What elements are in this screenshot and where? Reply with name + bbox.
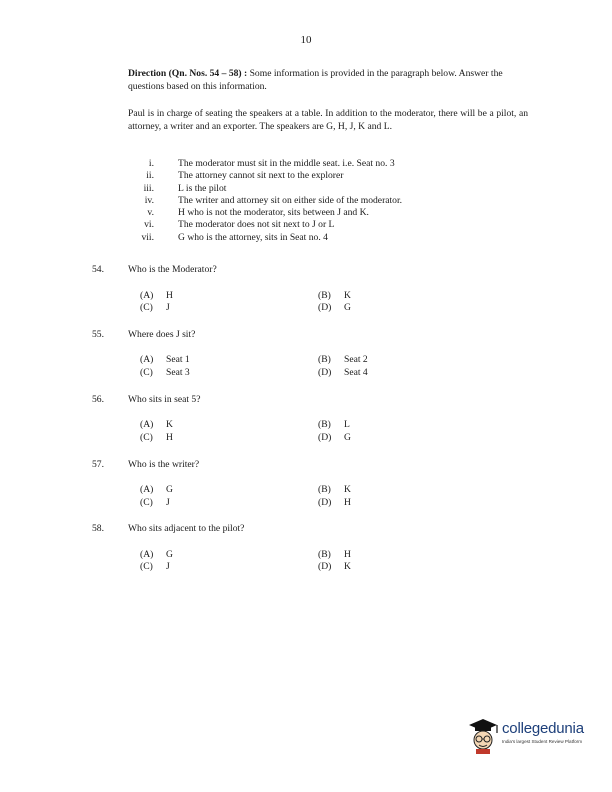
option-label: (D) — [318, 432, 332, 443]
option-value: J — [166, 497, 170, 508]
option-value: G — [344, 302, 351, 313]
rule-number: iv. — [144, 194, 154, 206]
option-label: (B) — [318, 484, 331, 495]
rule-text: L is the pilot — [178, 182, 227, 194]
option-label: (D) — [318, 367, 332, 378]
option-c[interactable] — [140, 497, 170, 508]
option-label: (B) — [318, 419, 331, 430]
option-label: (D) — [318, 497, 332, 508]
option-b[interactable] — [318, 290, 351, 301]
direction-heading: Direction (Qn. Nos. 54 – 58) : — [128, 68, 248, 79]
option-a[interactable] — [140, 290, 173, 301]
option-value: K — [166, 419, 173, 430]
option-label: (B) — [318, 549, 331, 560]
option-a[interactable] — [140, 354, 190, 365]
option-value: H — [344, 497, 351, 508]
option-value: Seat 3 — [166, 367, 190, 378]
question-number: 54. — [92, 264, 104, 275]
option-value: K — [344, 561, 351, 572]
option-a[interactable] — [140, 419, 173, 430]
question-number: 58. — [92, 523, 104, 534]
option-value: G — [166, 549, 173, 560]
option-b[interactable] — [318, 484, 351, 495]
option-value: G — [166, 484, 173, 495]
question-number: 55. — [92, 329, 104, 340]
direction-text — [128, 68, 528, 93]
logo-tagline: India's largest Student Review Platform — [502, 739, 583, 744]
mascot-icon — [466, 716, 500, 754]
option-label: (A) — [140, 549, 154, 560]
option-value: Seat 2 — [344, 354, 368, 365]
option-b[interactable] — [318, 419, 350, 430]
option-c[interactable] — [140, 561, 170, 572]
option-label: (C) — [140, 367, 153, 378]
option-a[interactable] — [140, 549, 173, 560]
option-value: Seat 4 — [344, 367, 368, 378]
rule-text: H who is not the moderator, sits between J and K. — [178, 207, 369, 219]
option-c[interactable] — [140, 302, 170, 313]
question-58 — [0, 523, 612, 537]
rule-number: iii. — [143, 182, 154, 194]
rule-number: i. — [148, 158, 154, 169]
option-value: L — [344, 419, 350, 430]
passage-paragraph: Paul is in charge of seating the speakers at a table. In addition to the moderator, there will be a pilot, an attorney, a writer and an exporter. The speakers are G, H, J, K and L. — [128, 108, 528, 132]
question-55 — [0, 329, 612, 343]
option-c[interactable] — [140, 432, 173, 443]
rule-text: G who is the attorney, sits in Seat no. 4 — [178, 231, 328, 243]
rule-number: ii. — [146, 170, 154, 182]
rule-text: The moderator does not sit next to J or L — [178, 219, 335, 231]
rule-text: The moderator must sit in the middle seat. i.e. Seat no. 3 — [178, 158, 395, 169]
option-value: Seat 1 — [166, 354, 190, 365]
option-value: G — [344, 432, 351, 443]
option-b[interactable] — [318, 549, 351, 560]
rule-text: The attorney cannot sit next to the explorer — [178, 170, 344, 182]
option-value: K — [344, 484, 351, 495]
option-c[interactable] — [140, 367, 190, 378]
question-text: Who sits adjacent to the pilot? — [128, 523, 245, 534]
option-label: (A) — [140, 354, 154, 365]
rule-number: vi. — [144, 219, 154, 231]
question-text: Where does J sit? — [128, 329, 196, 340]
option-value: H — [344, 549, 351, 560]
question-text: Who is the Moderator? — [128, 264, 217, 275]
question-54 — [0, 264, 612, 278]
option-value: H — [166, 290, 173, 301]
option-value: H — [166, 432, 173, 443]
page-number: 10 — [300, 34, 312, 46]
rule-text: The writer and attorney sit on either side of the moderator. — [178, 194, 403, 206]
option-label: (A) — [140, 290, 154, 301]
option-value: K — [344, 290, 351, 301]
question-text: Who sits in seat 5? — [128, 394, 201, 405]
option-d[interactable] — [318, 367, 368, 378]
option-label: (C) — [140, 432, 153, 443]
option-label: (C) — [140, 561, 153, 572]
option-value: J — [166, 302, 170, 313]
logo-wordmark: collegedunia — [502, 720, 584, 737]
question-text: Who is the writer? — [128, 459, 200, 470]
option-label: (B) — [318, 290, 331, 301]
option-label: (D) — [318, 561, 332, 572]
option-b[interactable] — [318, 354, 368, 365]
option-label: (A) — [140, 419, 154, 430]
option-value: J — [166, 561, 170, 572]
question-57 — [0, 459, 612, 473]
option-label: (D) — [318, 302, 332, 313]
option-label: (B) — [318, 354, 331, 365]
option-a[interactable] — [140, 484, 173, 495]
collegedunia-logo[interactable] — [466, 716, 586, 756]
question-number: 57. — [92, 459, 104, 470]
rule-number: v. — [147, 207, 154, 219]
rule-number: vii. — [141, 231, 154, 243]
direction-body: Some information is provided in the paragraph below. Answer the questions based on this information. — [128, 68, 503, 92]
option-label: (C) — [140, 302, 153, 313]
option-d[interactable] — [318, 561, 351, 572]
option-label: (C) — [140, 497, 153, 508]
question-number: 56. — [92, 394, 104, 405]
option-d[interactable] — [318, 432, 351, 443]
option-d[interactable] — [318, 302, 351, 313]
question-56 — [0, 394, 612, 408]
option-d[interactable] — [318, 497, 351, 508]
option-label: (A) — [140, 484, 154, 495]
